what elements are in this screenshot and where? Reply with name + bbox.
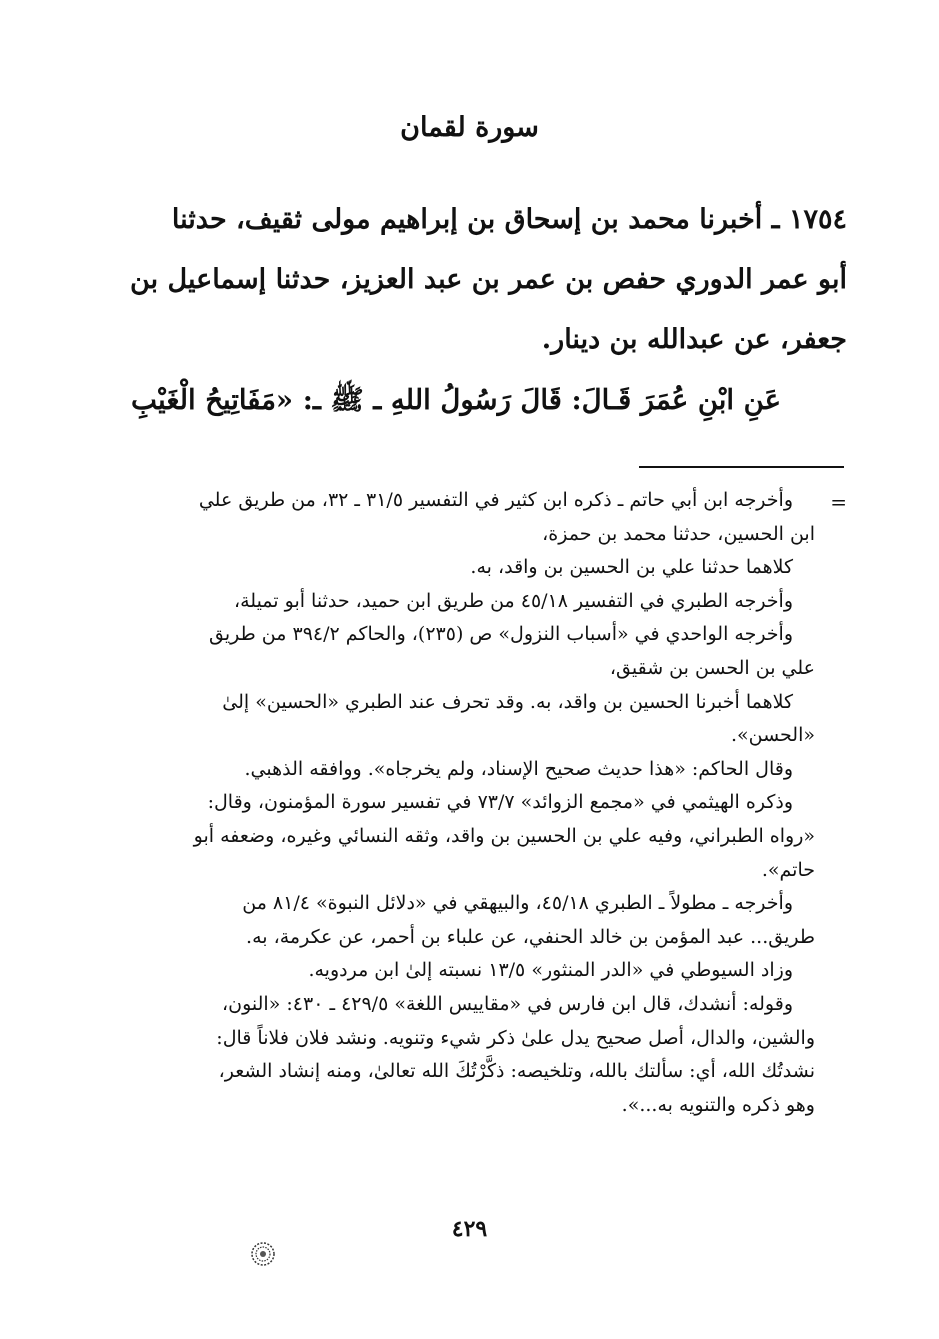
footnote-line xyxy=(125,1022,815,1056)
footnote-line xyxy=(125,719,815,753)
footnote-line-text: وذكره الهيثمي في «مجمع الزوائد» ٧٣/٧ في تفسير سورة المؤمنون، وقال: xyxy=(207,791,793,814)
footnote-continuation-marker: = xyxy=(830,490,847,514)
footnote-line-text: «رواه الطبراني، وفيه علي بن الحسين بن واقد، وثقه النسائي وغيره، وضعفه أبو xyxy=(193,824,815,847)
footnote-line xyxy=(125,786,815,820)
footnote-line-text: وزاد السيوطي في «الدر المنثور» ١٣/٥ نسبته إلىٰ ابن مردويه. xyxy=(308,959,793,982)
footnotes xyxy=(125,484,815,1122)
footnote-line xyxy=(125,854,815,888)
page-title: سورة لقمان xyxy=(400,112,539,143)
footnote-line-text: «الحسن». xyxy=(730,724,815,747)
footnote-line xyxy=(125,887,815,921)
footnote-line-text: وأخرجه ـ مطولاً ـ الطبري ٤٥/١٨، والبيهقي في «دلائل النبوة» ٨١/٤ من xyxy=(242,892,793,915)
footnote-line-text: وقال الحاكم: «هذا حديث صحيح الإسناد، ولم يخرجاه». ووافقه الذهبي. xyxy=(244,757,793,780)
rosette-ornament-icon xyxy=(249,1240,277,1268)
footnote-line-text: طريق... عبد المؤمن بن خالد الحنفي، عن علباء بن أحمر، عن عكرمة، به. xyxy=(246,925,815,948)
hadith-text-line: عَنِ ابْنِ عُمَرَ قَـالَ: قَالَ رَسُولُ اللهِ ـ ﷺ ـ: «مَفَاتِيحُ الْغَيْبِ xyxy=(131,384,781,416)
footnote-separator xyxy=(639,466,844,468)
footnote-line-text: وأخرجه الواحدي في «أسباب النزول» ص (٢٣٥)، والحاكم ٣٩٤/٢ من طريق xyxy=(209,623,793,646)
footnote-line-text: كلاهما حدثنا علي بن الحسين بن واقد، به. xyxy=(470,556,793,579)
footnote-line-text: وأخرجه ابن أبي حاتم ـ ذكره ابن كثير في التفسير ٣١/٥ ـ ٣٢، من طريق علي xyxy=(198,489,793,511)
footnote-line xyxy=(125,753,815,787)
page-number: ٤٢٩ xyxy=(451,1216,488,1242)
footnote-line-text: حاتم». xyxy=(761,858,815,881)
footnote-line xyxy=(125,484,815,518)
footnote-line-text: ابن الحسين، حدثنا محمد بن حمزة، xyxy=(542,522,815,545)
main-text-line: ١٧٥٤ ـ أخبرنا محمد بن إسحاق بن إبراهيم مولى ثقيف، حدثنا xyxy=(171,204,847,235)
footnote-line xyxy=(125,518,815,552)
footnote-line xyxy=(125,921,815,955)
footnote-line-text: وهو ذكره والتنويه به...». xyxy=(621,1093,815,1116)
footnote-line xyxy=(125,1055,815,1089)
footnote-line-text: كلاهما أخبرنا الحسين بن واقد، به. وقد تحرف عند الطبري «الحسين» إلىٰ xyxy=(222,690,793,713)
footnote-line-text: نشدتُك الله، أي: سألتك بالله، وتلخيصه: ذكَّرْتُكَ الله تعالىٰ، ومنه إنشاد الشعر، xyxy=(218,1060,815,1083)
footnote-line xyxy=(125,686,815,720)
footnote-line-text: والشين، والدال، أصل صحيح يدل علىٰ ذكر شيء وتنويه. ونشد فلان فلاناً قال: xyxy=(216,1026,815,1049)
main-text xyxy=(127,190,847,370)
footnote-line xyxy=(125,618,815,652)
footnote-line-text: وأخرجه الطبري في التفسير ٤٥/١٨ من طريق ابن حميد، حدثنا أبو تميلة، xyxy=(233,589,793,612)
footnote-line xyxy=(125,988,815,1022)
footnote-line xyxy=(125,954,815,988)
footnote-line xyxy=(125,551,815,585)
footnote-line xyxy=(125,652,815,686)
footnote-line xyxy=(125,820,815,854)
footnote-line xyxy=(125,1089,815,1123)
main-text-line: أبو عمر الدوري حفص بن عمر بن عبد العزيز، حدثنا إسماعيل بن xyxy=(130,264,847,295)
footnote-line xyxy=(125,585,815,619)
footnote-line-text: وقوله: أنشدك، قال ابن فارس في «مقاييس اللغة» ٤٢٩/٥ ـ ٤٣٠: «النون، xyxy=(222,992,793,1015)
footnote-line-text: علي بن الحسن بن شقيق، xyxy=(609,656,815,679)
main-text-line: جعفر، عن عبدالله بن دينار. xyxy=(541,324,847,355)
